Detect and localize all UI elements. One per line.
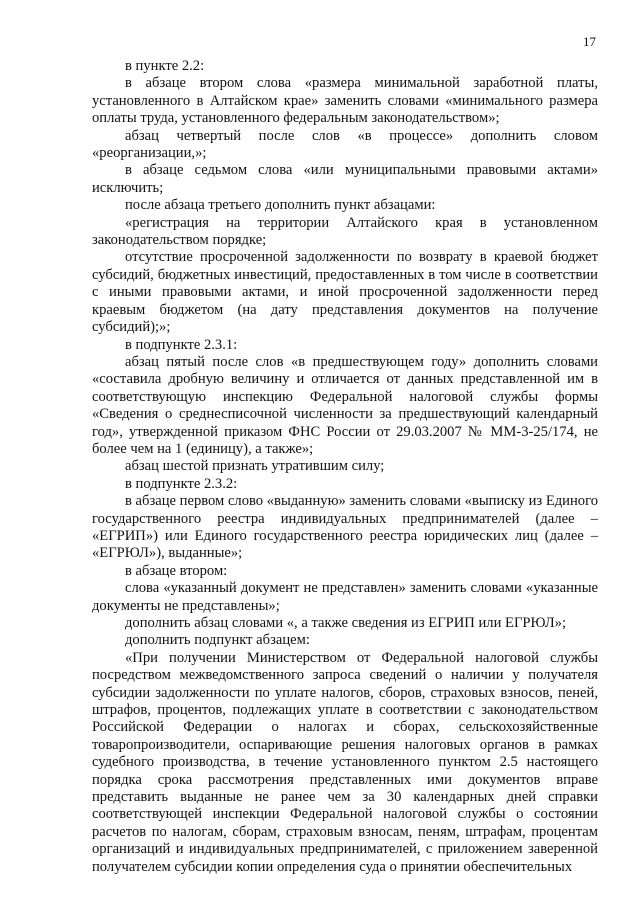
paragraph: абзац четвертый после слов «в процессе» дополнить словом «реорганизации,»; <box>92 127 598 162</box>
page-number: 17 <box>583 34 596 49</box>
paragraph: абзац пятый после слов «в предшествующем году» дополнить словами «составила дробную величину и отличается от данных представленной им в соответствующую инспекцию Федеральной налоговой службы формы «Сведения о среднесписочной численности за предшествующий календарный год», утвержденной приказом ФНС России от 29.03.2007 № ММ-3-25/174, не более чем на 1 (единицу), а также»; <box>92 353 598 457</box>
paragraph: в абзаце втором: <box>125 562 228 579</box>
paragraph: в подпункте 2.3.1: <box>125 336 238 353</box>
paragraph: в подпункте 2.3.2: <box>125 475 238 492</box>
paragraph: абзац шестой признать утратившим силу; <box>125 458 385 475</box>
paragraph: отсутствие просроченной задолженности по возврату в краевой бюджет субсидий, бюджетных инвестиций, предоставленных в том числе в соответствии с иными правовыми актами, и иной просроченной задолженности перед краевым бюджетом (на дату представления документов на получение субсидий);»; <box>92 249 598 336</box>
paragraph: слова «указанный документ не представлен» заменить словами «указанные документы не представлены»; <box>92 580 598 614</box>
paragraph: в абзаце втором слова «размера минимальной заработной платы, установленного в Алтайском крае» заменить словами «минимального размера оплаты труда, установленного федеральным законодательством»; <box>92 75 598 127</box>
paragraph: в абзаце седьмом слова «или муниципальными правовыми актами» исключить; <box>92 162 598 196</box>
paragraph: после абзаца третьего дополнить пункт абзацами: <box>125 197 436 214</box>
paragraph: в абзаце первом слово «выданную» заменить словами «выписку из Единого государственного реестра индивидуальных предпринимателей (далее – «ЕГРИП») или Единого государственного реестра юридических лиц (далее – «ЕГРЮЛ»), выданные»; <box>92 493 598 562</box>
paragraph: дополнить абзац словами «, а также сведения из ЕГРИП или ЕГРЮЛ»; <box>125 615 567 631</box>
paragraph: «При получении Министерством от Федеральной налоговой службы посредством межведомственного запроса сведений о наличии у получателя субсидии задолженности по уплате налогов, сборов, страховых взносов, пеней, штрафов, процентов, подлежащих уплате в соответствии с законодательством Российской Федерации о налогах и сборах, сельскохозяйственные товаропроизводители, оспаривающие решения налоговых органов в рамках судебного производства, в течение установленного пунктом 2.5 настоящего порядка срока рассмотрения представленных ими документов вправе представить выданные не ранее чем за 30 календарных дней справки соответствующей инспекции Федеральной налоговой службы о состоянии расчетов по налогам, сборам, страховым взносам, пеням, штрафам, процентам организаций и индивидуальных предпринимателей, с приложением заверенной получателем субсидии копии определения суда о принятии обеспечительных <box>92 649 598 875</box>
paragraph: «регистрация на территории Алтайского края в установленном законодательством порядке; <box>92 214 598 249</box>
paragraph: в пункте 2.2: <box>125 58 205 74</box>
document-body <box>92 58 598 876</box>
paragraph: дополнить подпункт абзацем: <box>125 632 310 649</box>
